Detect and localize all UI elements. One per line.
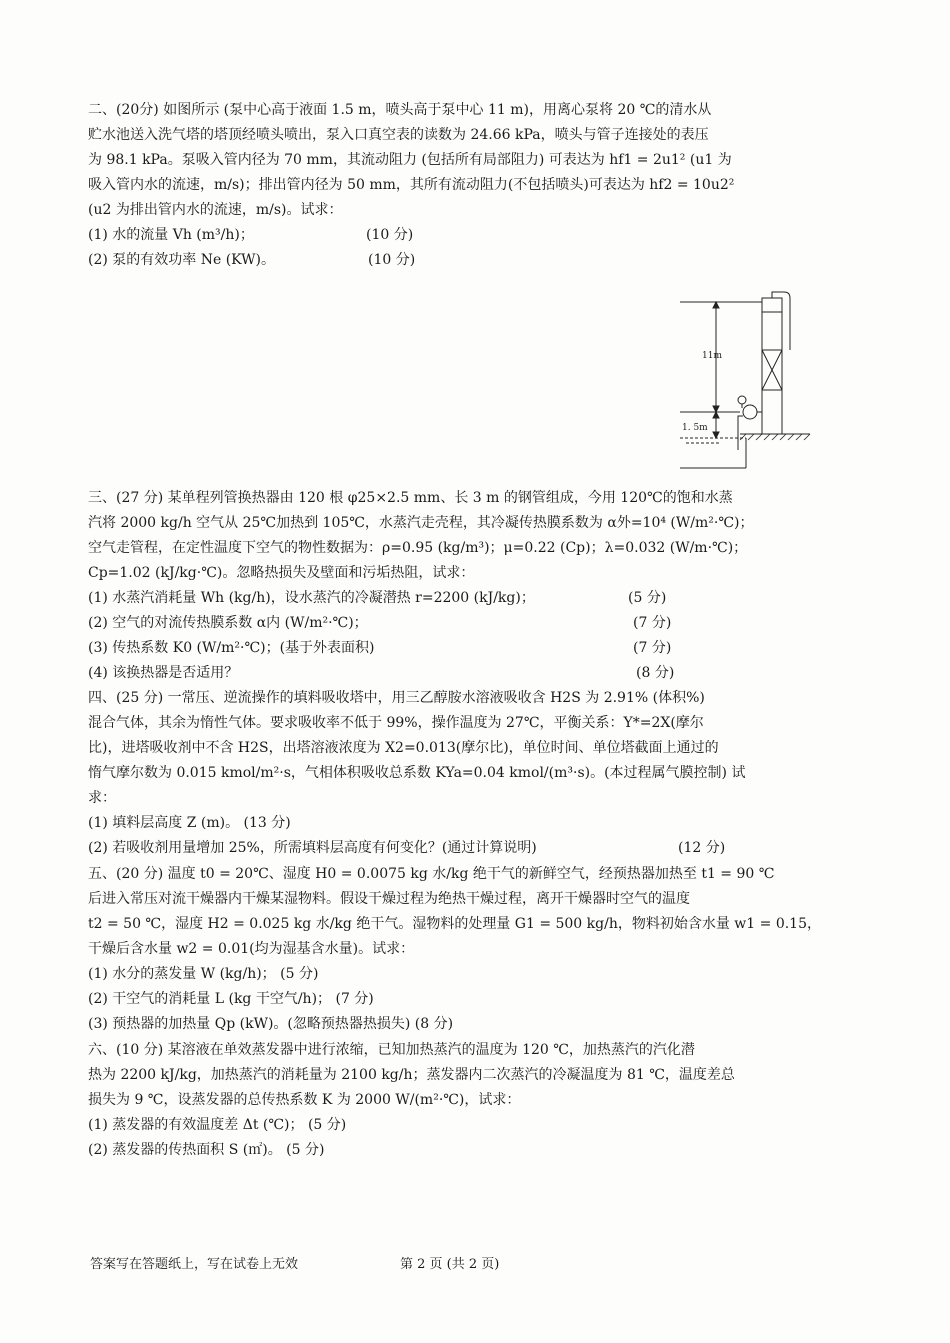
q4-score: (12 分): [678, 840, 726, 856]
gauge-shape: [738, 396, 746, 404]
q3-item: (1) 水蒸汽消耗量 Wh (kg/h)，设水蒸汽的冷凝潜热 r=2200 (kJ/kg)；: [88, 590, 535, 606]
label-1-5m: 1. 5m: [682, 423, 708, 433]
pump-tower-diagram: [680, 290, 840, 470]
q5-line: t2 = 50 ℃，湿度 H2 = 0.025 kg 水/kg 绝干气。湿物料的处理量 G1 = 500 kg/h，物料初始含水量 w1 = 0.15，: [88, 916, 821, 932]
q5-line: 干燥后含水量 w2 = 0.01(均为湿基含水量)。试求：: [88, 941, 415, 957]
pump-shape: [743, 405, 757, 419]
q3-score: (7 分): [633, 615, 672, 631]
q4-item: (1) 填料层高度 Z (m)。 (13 分): [88, 815, 291, 831]
q3-score: (8 分): [636, 665, 675, 681]
q3-item: (4) 该换热器是否适用？: [88, 665, 239, 681]
q4-line: 混合气体，其余为惰性气体。要求吸收率不低于 99%，操作温度为 27℃，平衡关系：Y*=2X(摩尔: [88, 715, 704, 731]
q4-item: (2) 若吸收剂用量增加 25%，所需填料层高度有何变化？(通过计算说明): [88, 840, 537, 856]
q5-item: (2) 干空气的消耗量 L (kg 干空气/h)； (7 分): [88, 991, 374, 1007]
q2-score: (10 分): [368, 252, 416, 268]
tower-shape: [762, 298, 782, 434]
q3-line: 三、(27 分) 某单程列管换热器由 120 根 φ25×2.5 mm、长 3 m 的钢管组成，今用 120℃的饱和水蒸: [88, 490, 733, 506]
q2-line: 吸入管内水的流速，m/s)；排出管内径为 50 mm，其所有流动阻力(不包括喷头)可表达为 hf2 = 10u2²: [88, 177, 735, 193]
q6-line: 损失为 9 ℃，设蒸发器的总传热系数 K 为 2000 W/(m²·℃)，试求：: [88, 1092, 521, 1108]
q2-line: 为 98.1 kPa。泵吸入管内径为 70 mm，其流动阻力 (包括所有局部阻力) 可表达为 hf1 = 2u1² (u1 为: [88, 152, 732, 168]
q3-line: Cp=1.02 (kJ/kg·℃)。忽略热损失及壁面和污垢热阻，试求：: [88, 565, 475, 581]
q6-line: 六、(10 分) 某溶液在单效蒸发器中进行浓缩，已知加热蒸汽的温度为 120 ℃，加热蒸汽的汽化潜: [88, 1042, 695, 1058]
q2-item: (1) 水的流量 Vh (m³/h)；: [88, 227, 254, 243]
q2-line: (u2 为排出管内水的流速，m/s)。试求：: [88, 202, 343, 218]
q2-score: (10 分): [366, 227, 414, 243]
page-number: 第 2 页 (共 2 页): [400, 1257, 500, 1272]
q4-line: 求：: [88, 790, 116, 806]
q3-line: 空气走管程，在定性温度下空气的物性数据为：ρ=0.95 (kg/m³)；μ=0.22 (Cp)；λ=0.032 (W/m·℃)；: [88, 540, 748, 556]
q5-line: 五、(20 分) 温度 t0 = 20℃、湿度 H0 = 0.0075 kg 水/kg 绝干气的新鲜空气，经预热器加热至 t1 = 90 ℃: [88, 866, 775, 882]
q6-line: 热为 2200 kJ/kg，加热蒸汽的消耗量为 2100 kg/h；蒸发器内二次蒸汽的冷凝温度为 81 ℃，温度差总: [88, 1067, 735, 1083]
q5-item: (1) 水分的蒸发量 W (kg/h)； (5 分): [88, 966, 319, 982]
q4-line: 惰气摩尔数为 0.015 kmol/m²·s，气相体积吸收总系数 KYa=0.04 kmol/(m³·s)。(本过程属气膜控制) 试: [88, 765, 746, 781]
q4-line: 比)，进塔吸收剂中不含 H2S，出塔溶液浓度为 X2=0.013(摩尔比)，单位时间、单位塔截面上通过的: [88, 740, 719, 756]
label-11m: 11m: [702, 351, 722, 361]
q3-line: 汽将 2000 kg/h 空气从 25℃加热到 105℃，水蒸汽走壳程，其冷凝传热膜系数为 α外=10⁴ (W/m²·℃)；: [88, 515, 754, 531]
q3-item: (3) 传热系数 K0 (W/m²·℃)；(基于外表面积): [88, 640, 375, 656]
q3-score: (7 分): [633, 640, 672, 656]
q5-line: 后进入常压对流干燥器内干燥某湿物料。假设干燥过程为绝热干燥过程，离开干燥器时空气的温度: [88, 891, 690, 907]
footer-note: 答案写在答题纸上，写在试卷上无效: [90, 1257, 299, 1272]
q4-line: 四、(25 分) 一常压、逆流操作的填料吸收塔中，用三乙醇胺水溶液吸收含 H2S 为 2.91% (体积%): [88, 690, 705, 706]
q2-item: (2) 泵的有效功率 Ne (KW)。: [88, 252, 275, 268]
q6-item: (1) 蒸发器的有效温度差 Δt (℃)； (5 分): [88, 1117, 347, 1133]
q6-item: (2) 蒸发器的传热面积 S (㎡)。 (5 分): [88, 1142, 325, 1158]
q2-line: 二、(20分) 如图所示 (泵中心高于液面 1.5 m，喷头高于泵中心 11 m)，用离心泵将 20 ℃的清水从: [88, 102, 712, 118]
q3-score: (5 分): [628, 590, 667, 606]
q2-line: 贮水池送入洗气塔的塔顶经喷头喷出，泵入口真空表的读数为 24.66 kPa，喷头与管子连接处的表压: [88, 127, 709, 143]
q3-item: (2) 空气的对流传热膜系数 α内 (W/m²·℃)；: [88, 615, 368, 631]
q5-item: (3) 预热器的加热量 Qp (kW)。(忽略预热器热损失) (8 分): [88, 1016, 454, 1032]
